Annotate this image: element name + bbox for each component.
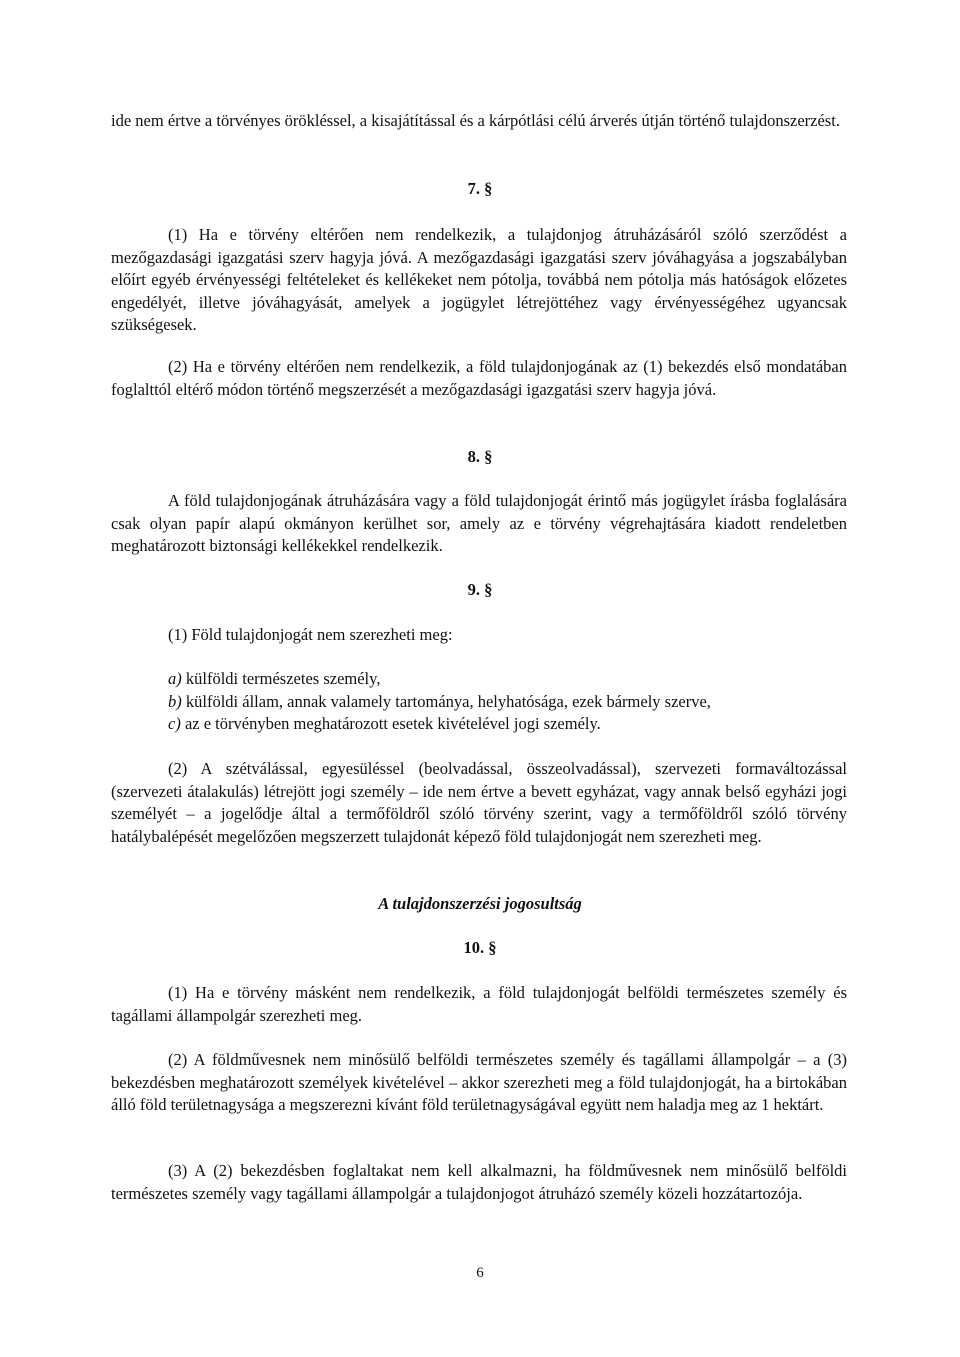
- intro-paragraph: ide nem értve a törvényes örökléssel, a kisajátítással és a kárpótlási célú árverés útján történő tulajdonszerzést.: [111, 111, 840, 130]
- section-10-heading: 10. §: [463, 938, 497, 957]
- section-9-paragraph-2: (2) A szétválással, egyesüléssel (beolvadással, összeolvadással), szervezeti formaváltozással (szervezeti átalakulás) létrejött jogi személy – ide nem értve a bevett egyházat, vagy annak belső egyházi jogi személyét – a jogelődje által a termőföldről szóló törvény szerint, vagy a termőföldről szóló törvény hatálybalépését megelőzően megszerzett tulajdonát képező föld tulajdonjogát nem szerezheti meg.: [111, 759, 847, 846]
- section-9-list-item-c: [168, 713, 848, 736]
- section-10-paragraph-1: (1) Ha e törvény másként nem rendelkezik, a föld tulajdonjogát belföldi természetes személy és tagállami állampolgár szerezheti meg.: [111, 983, 847, 1025]
- list-text: külföldi természetes személy,: [181, 669, 381, 688]
- section-9-list-item-b: [168, 691, 848, 714]
- section-8-heading: 8. §: [467, 447, 493, 466]
- section-9-heading: 9. §: [467, 580, 493, 599]
- section-7-paragraph-2: (2) Ha e törvény eltérően nem rendelkezik, a föld tulajdonjogának az (1) bekezdés első mondatában foglalttól eltérő módon történő megszerzését a mezőgazdasági igazgatási szerv hagyja jóvá.: [111, 357, 847, 399]
- list-label: a): [168, 669, 182, 688]
- section-7-heading: 7. §: [467, 179, 493, 198]
- section-7-paragraph-1: (1) Ha e törvény eltérően nem rendelkezik, a tulajdonjog átruházásáról szóló szerződést a mezőgazdasági igazgatási szerv hagyja jóvá. A mezőgazdasági igazgatási szerv jóváhagyása a jogszabályban előírt egyéb érvényességi feltételeket és kellékeket nem pótolja, továbbá nem pótolja más hatóságok előzetes engedélyét, illetve jóváhagyását, amelyek a jogügylet létrejöttéhez vagy érvényességéhez ugyancsak szükségesek.: [111, 225, 847, 334]
- page-number: 6: [476, 1265, 484, 1281]
- list-label: b): [168, 692, 182, 711]
- subtitle: A tulajdonszerzési jogosultság: [378, 894, 582, 913]
- list-text: külföldi állam, annak valamely tartománya, helyhatósága, ezek bármely szerve,: [181, 692, 711, 711]
- section-9-list-item-a: [168, 668, 848, 691]
- section-10-paragraph-3: (3) A (2) bekezdésben foglaltakat nem kell alkalmazni, ha földművesnek nem minősülő belföldi természetes személy vagy tagállami állampolgár a tulajdonjogot átruházó személy közeli hozzátartozója.: [111, 1161, 847, 1203]
- section-8-paragraph-1: A föld tulajdonjogának átruházására vagy a föld tulajdonjogát érintő más jogügylet írásba foglalására csak olyan papír alapú okmányon kerülhet sor, amely az e törvény végrehajtására kiadott rendeletben meghatározott biztonsági kellékekkel rendelkezik.: [111, 491, 847, 555]
- section-9-paragraph-1: (1) Föld tulajdonjogát nem szerezheti meg:: [168, 625, 453, 644]
- list-label: c): [168, 714, 181, 733]
- list-text: az e törvényben meghatározott esetek kivételével jogi személy.: [180, 714, 601, 733]
- section-10-paragraph-2: (2) A földművesnek nem minősülő belföldi természetes személy és tagállami állampolgár – a (3) bekezdésben meghatározott személyek kivételével – akkor szerezheti meg a föld tulajdonjogát, ha a birtokában álló föld területnagysága a megszerezni kívánt föld területnagyságával együtt nem haladja meg az 1 hektárt.: [111, 1050, 847, 1114]
